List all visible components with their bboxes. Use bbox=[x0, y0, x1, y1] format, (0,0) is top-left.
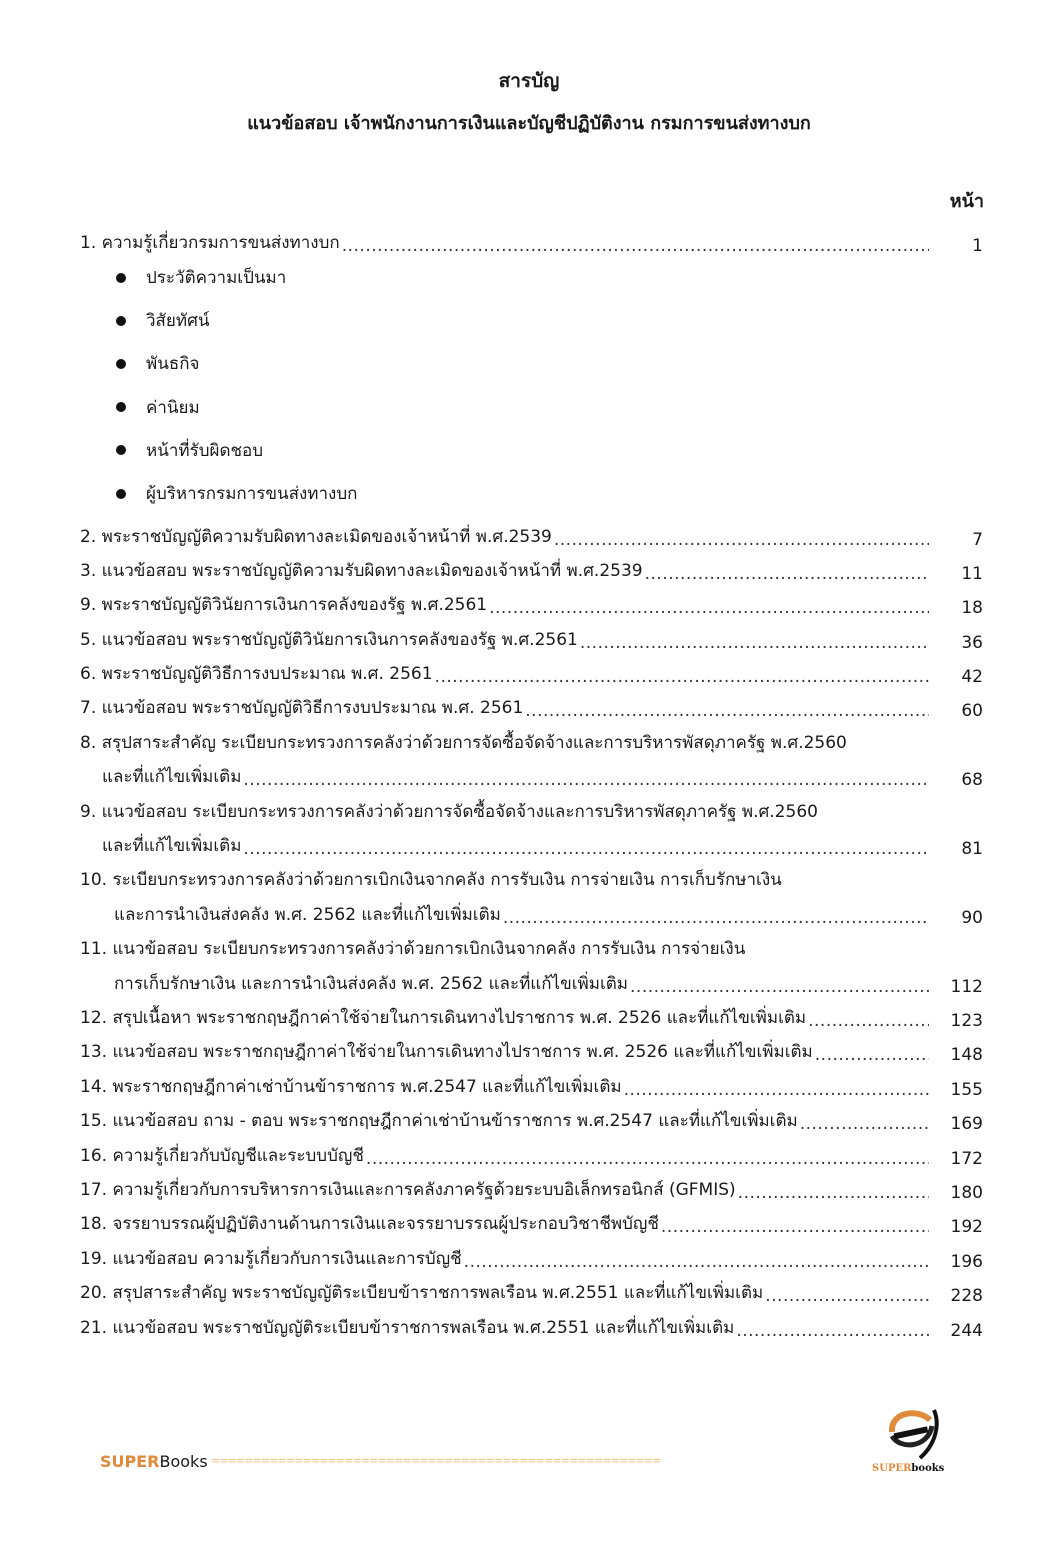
toc-entry bbox=[80, 618, 985, 652]
dot-leader bbox=[580, 633, 929, 653]
dot-leader bbox=[808, 1011, 929, 1031]
toc-entry bbox=[80, 721, 985, 755]
toc-entry-page: 68 bbox=[961, 770, 983, 791]
dot-leader bbox=[366, 1149, 929, 1169]
subtopic-list bbox=[80, 256, 985, 515]
bullet-icon bbox=[116, 273, 126, 283]
toc-entries bbox=[80, 515, 985, 1340]
toc-entry-text: 17. ความรู้เกี่ยวกับการบริหารการเงินและการคลังภาครัฐด้วยระบบอิเล็กทรอนิกส์ (GFMIS) bbox=[80, 1179, 736, 1200]
subtopic-text: ประวัติความเป็นมา bbox=[146, 268, 287, 289]
toc-entry bbox=[80, 687, 985, 721]
toc-entry bbox=[80, 224, 985, 256]
toc-entry-page: 81 bbox=[961, 839, 983, 860]
dot-leader bbox=[738, 1183, 929, 1203]
page-column-header: หน้า bbox=[949, 191, 984, 212]
logo-text-books: books bbox=[911, 1463, 945, 1474]
toc-entry-page: 60 bbox=[961, 701, 983, 722]
subtopic-item bbox=[80, 256, 985, 299]
dot-leader bbox=[243, 770, 929, 790]
subtopic-text: ค่านิยม bbox=[146, 397, 200, 418]
toc-entry-continuation bbox=[80, 893, 985, 927]
toc-entry-page: 244 bbox=[950, 1320, 983, 1341]
bullet-icon bbox=[116, 402, 126, 412]
dot-leader bbox=[489, 598, 929, 618]
logo-text bbox=[872, 1463, 944, 1474]
document-subtitle: แนวข้อสอบ เจ้าพนักงานการเงินและบัญชีปฏิบัติงาน กรมการขนส่งทางบก bbox=[247, 113, 811, 134]
dot-leader bbox=[503, 908, 929, 928]
subtopic-item bbox=[80, 429, 985, 472]
toc-entry bbox=[80, 1237, 985, 1271]
toc-entry-text: และที่แก้ไขเพิ่มเติม bbox=[102, 767, 242, 788]
toc-entry-page: 196 bbox=[950, 1251, 983, 1272]
toc-entry-text: 16. ความรู้เกี่ยวกับบัญชีและระบบบัญชี bbox=[80, 1145, 364, 1166]
dot-leader bbox=[624, 1080, 929, 1100]
footer-brand-books: Books bbox=[159, 1452, 208, 1471]
toc-entry-text: 15. แนวข้อสอบ ถาม - ตอบ พระราชกฤษฎีกาค่าเช่าบ้านข้าราชการ พ.ศ.2547 และที่แก้ไขเพิ่มเติม bbox=[80, 1111, 798, 1132]
toc-entry bbox=[80, 1169, 985, 1203]
toc-entry-continuation bbox=[80, 962, 985, 996]
footer-brand-super: SUPER bbox=[100, 1452, 160, 1471]
toc-entry-text: 2. พระราชบัญญัติความรับผิดทางละเมิดของเจ้าหน้าที่ พ.ศ.2539 bbox=[80, 526, 552, 547]
dot-leader bbox=[661, 1217, 929, 1237]
dot-leader bbox=[645, 564, 929, 584]
toc-entry-text: 3. แนวข้อสอบ พระราชบัญญัติความรับผิดทางละเมิดของเจ้าหน้าที่ พ.ศ.2539 bbox=[80, 560, 643, 581]
toc-entry bbox=[80, 1272, 985, 1306]
dot-leader bbox=[243, 839, 929, 859]
toc-entry-text: 14. พระราชกฤษฎีกาค่าเช่าบ้านข้าราชการ พ.ศ.2547 และที่แก้ไขเพิ่มเติม bbox=[80, 1076, 622, 1097]
toc-entry-page: 11 bbox=[961, 563, 983, 584]
toc-entry-text: 8. สรุปสาระสำคัญ ระเบียบกระทรวงการคลังว่าด้วยการจัดซื้อจัดจ้างและการบริหารพัสดุภาครัฐ พ.ศ.2560 bbox=[80, 732, 847, 753]
toc-entry-text: 11. แนวข้อสอบ ระเบียบกระทรวงการคลังว่าด้วยการเบิกเงินจากคลัง การรับเงิน การจ่ายเงิน bbox=[80, 939, 746, 960]
toc-entry-page: 112 bbox=[950, 976, 983, 997]
toc-entry bbox=[80, 997, 985, 1031]
logo-text-super: SUPER bbox=[872, 1463, 912, 1474]
superbooks-logo bbox=[870, 1406, 954, 1476]
dot-leader bbox=[342, 236, 929, 256]
toc-entry-text: 7. แนวข้อสอบ พระราชบัญญัติวิธีการงบประมาณ พ.ศ. 2561 bbox=[80, 698, 524, 719]
bullet-icon bbox=[116, 359, 126, 369]
toc-entry-text: 9. พระราชบัญญัติวินัยการเงินการคลังของรัฐ พ.ศ.2561 bbox=[80, 595, 488, 616]
toc-entry-page: 172 bbox=[950, 1148, 983, 1169]
dot-leader bbox=[525, 701, 929, 721]
toc-entry-text: การเก็บรักษาเงิน และการนำเงินส่งคลัง พ.ศ. 2562 และที่แก้ไขเพิ่มเติม bbox=[114, 973, 629, 994]
toc-entry-page: 123 bbox=[950, 1010, 983, 1031]
toc-entry-page: 228 bbox=[950, 1286, 983, 1307]
dot-leader bbox=[736, 1321, 929, 1341]
toc-entry-text: และที่แก้ไขเพิ่มเติม bbox=[102, 836, 242, 857]
toc-entry-text: 10. ระเบียบกระทรวงการคลังว่าด้วยการเบิกเงินจากคลัง การรับเงิน การจ่ายเงิน การเก็บรักษาเงิน bbox=[80, 870, 782, 891]
toc-entry-page: 180 bbox=[950, 1182, 983, 1203]
swoosh-icon bbox=[870, 1406, 954, 1462]
toc-entry-page: 90 bbox=[961, 907, 983, 928]
table-of-contents bbox=[80, 224, 985, 1341]
toc-entry-page: 192 bbox=[950, 1217, 983, 1238]
toc-entry-page: 18 bbox=[961, 598, 983, 619]
toc-entry-text: 20. สรุปสาระสำคัญ พระราชบัญญัติระเบียบข้าราชการพลเรือน พ.ศ.2551 และที่แก้ไขเพิ่มเติม bbox=[80, 1283, 764, 1304]
subtopic-item bbox=[80, 342, 985, 385]
toc-entry bbox=[80, 859, 985, 893]
toc-entry-page: 7 bbox=[972, 529, 983, 550]
toc-entry-text: 21. แนวข้อสอบ พระราชบัญญัติระเบียบข้าราชการพลเรือน พ.ศ.2551 และที่แก้ไขเพิ่มเติม bbox=[80, 1317, 735, 1338]
dot-leader bbox=[765, 1286, 929, 1306]
toc-entry-text: 18. จรรยาบรรณผู้ปฏิบัติงานด้านการเงินและจรรยาบรรณผู้ประกอบวิชาชีพบัญชี bbox=[80, 1214, 659, 1235]
toc-entry-text: 1. ความรู้เกี่ยวกรมการขนส่งทางบก bbox=[80, 233, 340, 253]
toc-entry-text: 12. สรุปเนื้อหา พระราชกฤษฎีกาค่าใช้จ่ายในการเดินทางไปราชการ พ.ศ. 2526 และที่แก้ไขเพิ่มเติม bbox=[80, 1007, 807, 1028]
toc-entry-text: 13. แนวข้อสอบ พระราชกฤษฎีกาค่าใช้จ่ายในการเดินทางไปราชการ พ.ศ. 2526 และที่แก้ไขเพิ่มเติม bbox=[80, 1042, 813, 1063]
toc-entry-page: 148 bbox=[950, 1045, 983, 1066]
dot-leader bbox=[800, 1114, 929, 1134]
toc-entry-page: 1 bbox=[972, 236, 983, 256]
toc-entry bbox=[80, 515, 985, 549]
subtopic-text: พันธกิจ bbox=[146, 354, 200, 375]
toc-entry bbox=[80, 1203, 985, 1237]
toc-entry bbox=[80, 584, 985, 618]
dot-leader bbox=[630, 977, 929, 997]
subtopic-text: วิสัยทัศน์ bbox=[146, 311, 210, 332]
toc-entry-continuation bbox=[80, 825, 985, 859]
toc-entry bbox=[80, 550, 985, 584]
toc-entry-text: 9. แนวข้อสอบ ระเบียบกระทรวงการคลังว่าด้วยการจัดซื้อจัดจ้างและการบริหารพัสดุภาครัฐ พ.ศ.2560 bbox=[80, 801, 818, 822]
toc-entry bbox=[80, 1065, 985, 1099]
toc-entry bbox=[80, 653, 985, 687]
toc-entry bbox=[80, 790, 985, 824]
toc-entry bbox=[80, 1306, 985, 1340]
toc-entry-page: 155 bbox=[950, 1079, 983, 1100]
toc-entry-text: 5. แนวข้อสอบ พระราชบัญญัติวินัยการเงินการคลังของรัฐ พ.ศ.2561 bbox=[80, 629, 578, 650]
toc-entry-page: 169 bbox=[950, 1114, 983, 1135]
page-title: สารบัญ bbox=[498, 70, 560, 92]
subtopic-text: ผู้บริหารกรมการขนส่งทางบก bbox=[146, 484, 358, 505]
toc-entry bbox=[80, 1134, 985, 1168]
bullet-icon bbox=[116, 316, 126, 326]
toc-entry-text: และการนำเงินส่งคลัง พ.ศ. 2562 และที่แก้ไขเพิ่มเติม bbox=[114, 904, 501, 925]
dot-leader bbox=[464, 1252, 929, 1272]
toc-entry bbox=[80, 1031, 985, 1065]
subtopic-item bbox=[80, 472, 985, 515]
toc-entry bbox=[80, 928, 985, 962]
footer bbox=[100, 1452, 661, 1471]
dot-leader bbox=[435, 667, 929, 687]
bullet-icon bbox=[116, 445, 126, 455]
dot-leader bbox=[554, 530, 929, 550]
toc-entry-continuation bbox=[80, 756, 985, 790]
toc-entry-page: 36 bbox=[961, 632, 983, 653]
dot-leader bbox=[815, 1045, 929, 1065]
bullet-icon bbox=[116, 489, 126, 499]
toc-entry-text: 19. แนวข้อสอบ ความรู้เกี่ยวกับการเงินและการบัญชี bbox=[80, 1248, 462, 1269]
toc-entry-page: 42 bbox=[961, 667, 983, 688]
subtopic-item bbox=[80, 386, 985, 429]
footer-rule: ====================================================== bbox=[211, 1454, 662, 1469]
toc-entry bbox=[80, 1100, 985, 1134]
subtopic-text: หน้าที่รับผิดชอบ bbox=[146, 440, 264, 461]
subtopic-item bbox=[80, 299, 985, 342]
toc-entry-text: 6. พระราชบัญญัติวิธีการงบประมาณ พ.ศ. 2561 bbox=[80, 664, 433, 685]
